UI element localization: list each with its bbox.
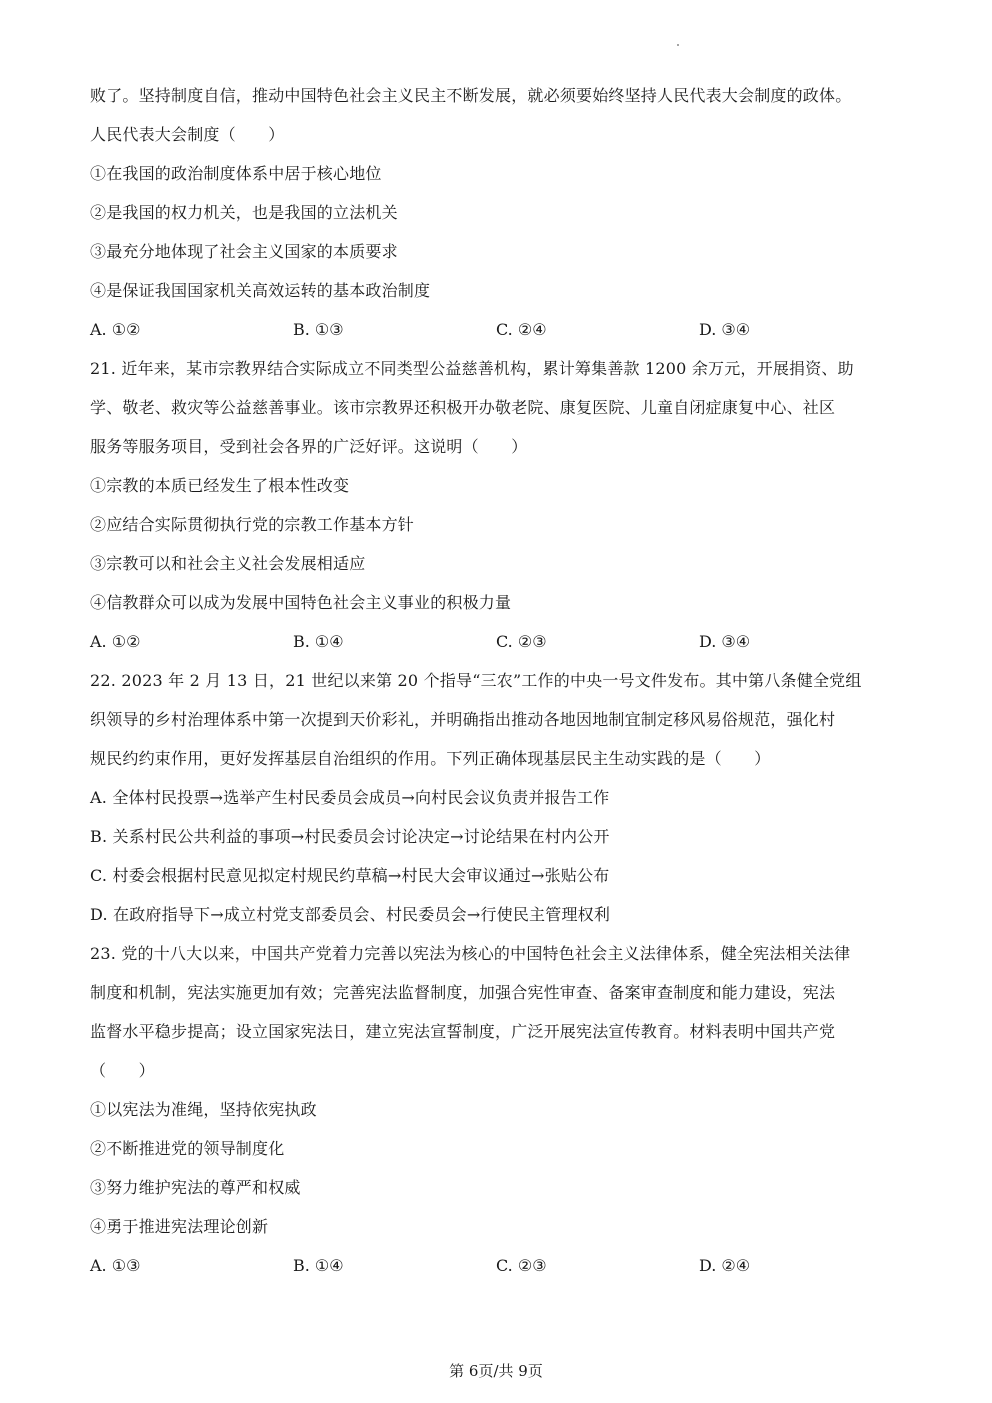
answer-options (90, 319, 910, 341)
statement-item: ①在我国的政治制度体系中居于核心地位 (90, 164, 382, 183)
question-21-text: 21. 近年来，某市宗教界结合实际成立不同类型公益慈善机构，累计筹集善款 1200 余万元，开展捐资、助 (90, 359, 854, 378)
question-23-text: 监督水平稳步提高；设立国家宪法日，建立宪法宣誓制度，广泛开展宪法宣传教育。材料表明中国共产党 (90, 1022, 836, 1041)
option-d[interactable]: D. ③④ (699, 632, 751, 651)
statement-item: ①以宪法为准绳，坚持依宪执政 (90, 1100, 317, 1119)
option-a[interactable]: A. ①② (90, 320, 141, 339)
option-b[interactable]: B. ①③ (293, 320, 344, 339)
question-text-line: 败了。坚持制度自信，推动中国特色社会主义民主不断发展，就必须要始终坚持人民代表大会制度的政体。 (90, 86, 852, 105)
question-23-text: （ ） (90, 1061, 155, 1080)
statement-item: ④勇于推进宪法理论创新 (90, 1217, 269, 1236)
option-a[interactable]: A. ①② (90, 632, 141, 651)
question-21-text: 服务等服务项目，受到社会各界的广泛好评。这说明（ ） (90, 437, 528, 456)
statement-item: ②应结合实际贯彻执行党的宗教工作基本方针 (90, 515, 415, 534)
option-c[interactable]: C. ②③ (496, 1256, 547, 1275)
statement-item: ④信教群众可以成为发展中国特色社会主义事业的积极力量 (90, 593, 512, 612)
question-22-text: 22. 2023 年 2 月 13 日，21 世纪以来第 20 个指导“三农”工作的中央一号文件发布。其中第八条健全党组 (90, 671, 862, 690)
statement-item: ①宗教的本质已经发生了根本性改变 (90, 476, 350, 495)
question-23-text: 制度和机制，宪法实施更加有效；完善宪法监督制度，加强合宪性审查、备案审查制度和能力建设，宪法 (90, 983, 836, 1002)
option-c[interactable]: C. ②④ (496, 320, 547, 339)
page-number: 第 6页/共 9页 (449, 1362, 543, 1380)
statement-item: ③宗教可以和社会主义社会发展相适应 (90, 554, 366, 573)
question-text-line: 人民代表大会制度（ ） (90, 125, 285, 144)
option-b[interactable]: B. 关系村民公共利益的事项→村民委员会讨论决定→讨论结果在村内公开 (90, 827, 610, 846)
option-b[interactable]: B. ①④ (293, 632, 344, 651)
option-b[interactable]: B. ①④ (293, 1256, 344, 1275)
answer-options (90, 1255, 910, 1277)
option-a[interactable]: A. ①③ (90, 1256, 141, 1275)
question-22-text: 规民约约束作用，更好发挥基层自治组织的作用。下列正确体现基层民主生动实践的是（ ） (90, 749, 771, 768)
question-21-text: 学、敬老、救灾等公益慈善事业。该市宗教界还积极开办敬老院、康复医院、儿童自闭症康复中心、社区 (90, 398, 836, 417)
scan-speck (677, 44, 679, 46)
statement-item: ②是我国的权力机关，也是我国的立法机关 (90, 203, 398, 222)
option-d[interactable]: D. ③④ (699, 320, 751, 339)
option-d[interactable]: D. ②④ (699, 1256, 751, 1275)
statement-item: ②不断推进党的领导制度化 (90, 1139, 285, 1158)
question-22-text: 织领导的乡村治理体系中第一次提到天价彩礼，并明确指出推动各地因地制宜制定移风易俗规范，强化村 (90, 710, 836, 729)
statement-item: ③努力维护宪法的尊严和权威 (90, 1178, 301, 1197)
option-c[interactable]: C. ②③ (496, 632, 547, 651)
statement-item: ④是保证我国国家机关高效运转的基本政治制度 (90, 281, 431, 300)
option-d[interactable]: D. 在政府指导下→成立村党支部委员会、村民委员会→行使民主管理权利 (90, 905, 611, 924)
statement-item: ③最充分地体现了社会主义国家的本质要求 (90, 242, 398, 261)
option-c[interactable]: C. 村委会根据村民意见拟定村规民约草稿→村民大会审议通过→张贴公布 (90, 866, 610, 885)
question-23-text: 23. 党的十八大以来，中国共产党着力完善以宪法为核心的中国特色社会主义法律体系，健全宪法相关法律 (90, 944, 851, 963)
answer-options (90, 631, 910, 653)
option-a[interactable]: A. 全体村民投票→选举产生村民委员会成员→向村民会议负责并报告工作 (90, 788, 610, 807)
